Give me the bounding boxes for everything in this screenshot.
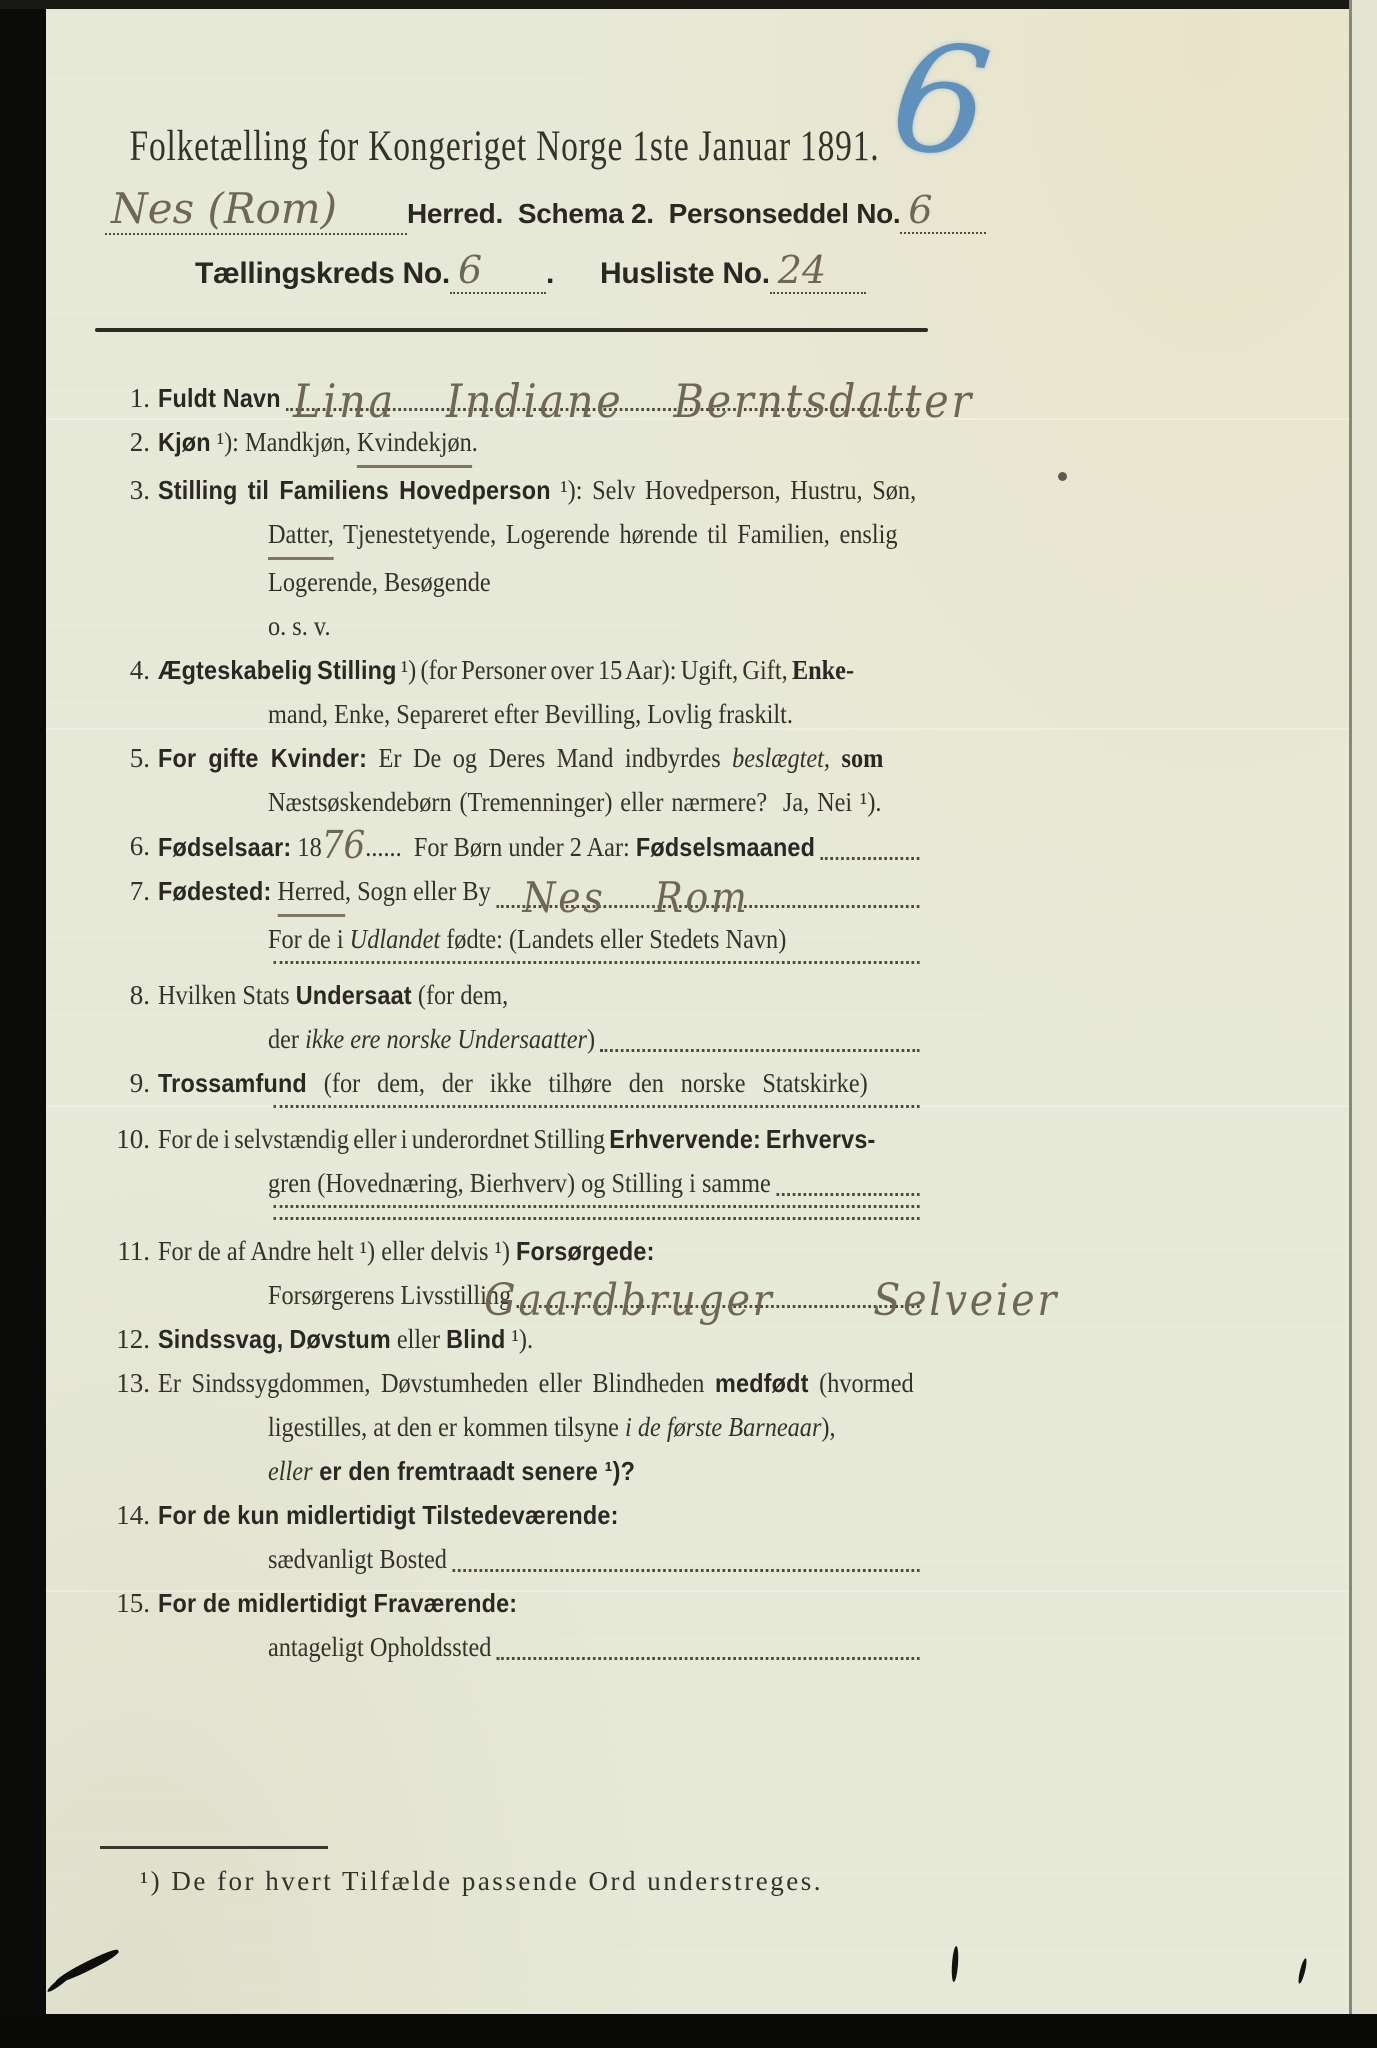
question-text-segment: Stilling til Familiens Hovedperson [158,475,551,505]
municipality-line [105,184,986,235]
husliste-label: Husliste No. [600,257,770,290]
question-line [158,468,923,512]
question-text-segment: For de kun midlertidigt Tilstedeværende: [158,1500,619,1530]
question-text-segment: Ægteskabelig Stilling [158,655,397,685]
question-line [268,1017,923,1061]
question-text-segment: fødte: (Landets eller Stedets Navn) [440,924,787,954]
question-line [268,1205,923,1217]
question-line [158,1493,923,1537]
question-text-segment: gren (Hovednæring, Bierhverv) og Stilling i samme [268,1168,771,1198]
question-body [158,1581,940,1669]
question-body [158,1061,940,1117]
dotted-leader [273,1105,919,1108]
question-line [268,961,923,973]
question-number: 6. [129,831,150,861]
header-divider-rule [95,328,928,332]
question-text-segment: antageligt Opholdssted [268,1632,492,1662]
question-text-segment: Trossamfund [158,1068,307,1098]
question-line [268,512,923,560]
question-text-segment: Er De og Deres Mand indbyrdes [367,743,733,773]
dotted-leader [497,1657,920,1660]
footnote-separator [100,1846,328,1849]
question-body [158,824,940,869]
question-text-segment: ), [821,1412,836,1442]
question-line [158,374,974,428]
question-text-segment: Tjenestetyende, Logerende hørende til Familien, enslig [333,519,898,549]
question-text-segment: ¹): Selv Hovedperson, Hustru, Søn, [550,475,917,505]
question-text-segment: Mandkjøn, [245,427,358,457]
question-item [100,420,940,468]
question-text-segment: eller [268,1456,313,1486]
question-text-segment: 18 [291,832,322,862]
taellingskreds-label: Tællingskreds No. [195,257,450,290]
question-line [268,1625,923,1669]
question-body [158,1317,940,1361]
question-item [100,1361,940,1493]
question-text-segment: sædvanligt Bosted [268,1544,447,1574]
question-line [158,1061,923,1105]
question-line [158,1117,923,1161]
question-text-segment: . [471,427,478,457]
question-number: 8. [129,980,150,1010]
question-number: 7. [129,876,150,906]
question-text-segment: For gifte Kvinder: [158,743,368,773]
question-line [158,973,923,1017]
question-text-segment: Fuldt Navn [158,383,281,413]
question-body [158,869,940,973]
question-body [158,374,974,428]
handwritten-entry: Gaardbruger Selveier [484,1275,1059,1326]
question-text-segment: Hvilken Stats [158,980,296,1010]
form-title: Folketælling for Kongeriget Norge 1ste Januar 1891. [129,123,880,170]
scan-edge-bottom [0,2014,1377,2048]
question-text-segment: mand, Enke, Separeret efter Bevilling, Lovlig fraskilt. [268,699,793,729]
question-text-segment: ) [586,1024,596,1054]
question-line [268,917,923,961]
question-text-segment: Er Sindssygdommen, Døvstumheden eller Blindheden [158,1368,716,1398]
question-line [158,869,923,922]
dotted-leader [600,1049,919,1052]
question-text-segment: For de af Andre helt ¹) eller delvis ¹) [158,1236,517,1266]
dotted-leader [273,1217,919,1220]
question-body [158,736,940,824]
ink-mark [46,1968,76,1994]
ink-speck [1058,472,1067,481]
question-item [100,824,940,869]
question-text-segment: ¹) (for Personer over 15 Aar): Ugift, Gift, [396,655,792,685]
question-text-segment: ligestilles, at den er kommen tilsyne [268,1412,626,1442]
question-text-segment: Fødselsaar: [158,832,292,862]
question-number: 5. [129,743,150,773]
question-body [158,1361,940,1493]
scan-edge-top [0,0,1377,9]
question-text-segment: For de midlertidigt Fraværende: [158,1588,518,1618]
question-text-segment: For de i [268,924,350,954]
question-text-segment: For de i selvstændig eller i underordnet Stilling [158,1124,610,1154]
question-body [158,420,940,468]
dotted-leader [776,1193,919,1196]
scan-edge-right [1349,0,1377,2048]
question-line [158,736,923,780]
dotted-leader [273,961,919,964]
question-text-segment: Fødested: [158,876,272,906]
question-line [158,648,923,692]
question-item [100,1581,940,1669]
dotted-leader [820,857,919,860]
district-line-separator: . [545,257,555,290]
dotted-leader [273,1205,919,1208]
ink-mark [951,1946,959,1982]
question-body [158,1117,940,1229]
question-line [158,1361,923,1405]
questions [100,374,1059,1669]
question-text-segment: Blind [446,1324,506,1354]
question-text-segment: , Sogn eller By [344,876,491,906]
question-text-segment: ¹). [505,1324,534,1354]
personseddel-number-handwritten-entry: 6 [900,188,986,234]
question-line [158,1317,923,1361]
question-text-segment: er den fremtraadt senere ¹)? [312,1456,636,1486]
question-number: 10. [116,1124,150,1154]
municipality-handwritten-entry: Nes (Rom) [105,184,407,235]
question-item [100,374,974,428]
question-item [100,468,940,648]
question-body [158,648,940,736]
question-item [100,1061,940,1117]
question-text-segment: beslægtet, [732,743,831,773]
question-text-segment: medfødt [715,1368,809,1398]
handwritten-entry: Lina Indiane Berntsdatter [293,374,974,428]
question-line [268,1449,923,1493]
dotted-leader [517,1305,920,1308]
question-line [158,1229,923,1273]
question-body [158,1493,940,1581]
question-text-segment: Kvindekjøn [357,420,472,468]
question-line [268,1273,1059,1326]
question-text-segment: der [268,1024,306,1054]
question-text-segment: Enke- [791,655,855,685]
question-text-segment: (for dem, [411,980,509,1010]
question-text-segment: Undersaat [295,980,412,1010]
question-text-segment: eller [390,1324,447,1354]
question-number: 15. [116,1588,150,1618]
question-number: 1. [129,383,150,413]
dotted-leader [286,408,919,411]
person-number-blue-annotation: 6 [882,8,999,194]
schema-personseddel-label: Herred. Schema 2. Personseddel No. [407,198,901,229]
question-line [158,420,923,468]
question-line [158,1581,923,1625]
question-text-segment: som [830,743,884,773]
question-number: 2. [129,427,150,457]
district-line [195,248,866,294]
dotted-leader [452,1569,919,1572]
question-text-segment: Næstsøskendebørn (Tremenninger) eller nærmere? Ja, Nei ¹). [268,787,882,817]
taellingskreds-number-handwritten-entry: 6 [450,248,546,294]
question-line [268,1105,923,1117]
dotted-leader [496,905,919,908]
question-item [100,1117,940,1229]
question-line [268,780,923,824]
handwritten-entry: Nes Rom [522,873,750,922]
question-text-segment: Logerende, Besøgende [268,567,491,597]
scan-edge-left [0,0,46,2048]
husliste-number-handwritten-entry: 24 [770,248,866,294]
question-text-segment: Kjøn [158,427,211,457]
question-text-segment: (hvormed [808,1368,914,1398]
question-text-segment: ¹): [210,427,246,457]
question-line [268,560,923,604]
handwritten-entry: 76 [321,823,366,867]
footnote-text: ¹) De for hvert Tilfælde passende Ord understreges. [140,1866,823,1896]
question-number: 9. [129,1068,150,1098]
question-line [268,1217,923,1229]
question-line [268,604,923,648]
question-text-segment: Datter, [268,512,334,560]
question-text-segment: o. s. v. [268,611,331,641]
question-item [100,973,940,1061]
question-number: 14. [116,1500,150,1530]
question-number: 4. [129,655,150,685]
question-number: 12. [116,1324,150,1354]
question-text-segment: For Børn under 2 Aar: [401,832,636,862]
question-number: 11. [117,1236,150,1266]
question-line [268,1405,923,1449]
question-item [100,1317,940,1361]
question-text-segment: Sindssvag, [158,1324,284,1354]
question-text-segment: Forsørgede: [516,1236,655,1266]
question-number: 13. [116,1368,150,1398]
question-text-segment: Forsørgerens Livsstilling [268,1280,512,1310]
question-body [158,468,940,648]
question-line [268,692,923,736]
question-item [100,869,940,973]
question-text-segment: Udlandet [349,924,441,954]
question-body [158,1229,1059,1326]
question-line [158,824,923,869]
ink-mark [1297,1958,1308,1984]
question-line [268,1537,923,1581]
question-body [158,973,940,1061]
question-text-segment: ...... [365,832,402,862]
question-number: 3. [129,475,150,505]
question-item [100,1229,1059,1326]
question-text-segment: Fødselsmaaned [635,832,816,862]
question-text-segment: ikke ere norske Undersaatter [305,1024,587,1054]
question-text-segment: i de første Barneaar [625,1412,822,1442]
question-item [100,1493,940,1581]
question-text-segment: Herred [278,869,345,917]
question-line [268,1161,923,1205]
question-item [100,648,940,736]
question-text-segment: Døvstum [289,1324,391,1354]
question-text-segment: (for dem, der ikke tilhøre den norske Statskirke) [306,1068,868,1098]
question-item [100,736,940,824]
question-text-segment: Erhvervende: Erhvervs- [609,1124,876,1154]
